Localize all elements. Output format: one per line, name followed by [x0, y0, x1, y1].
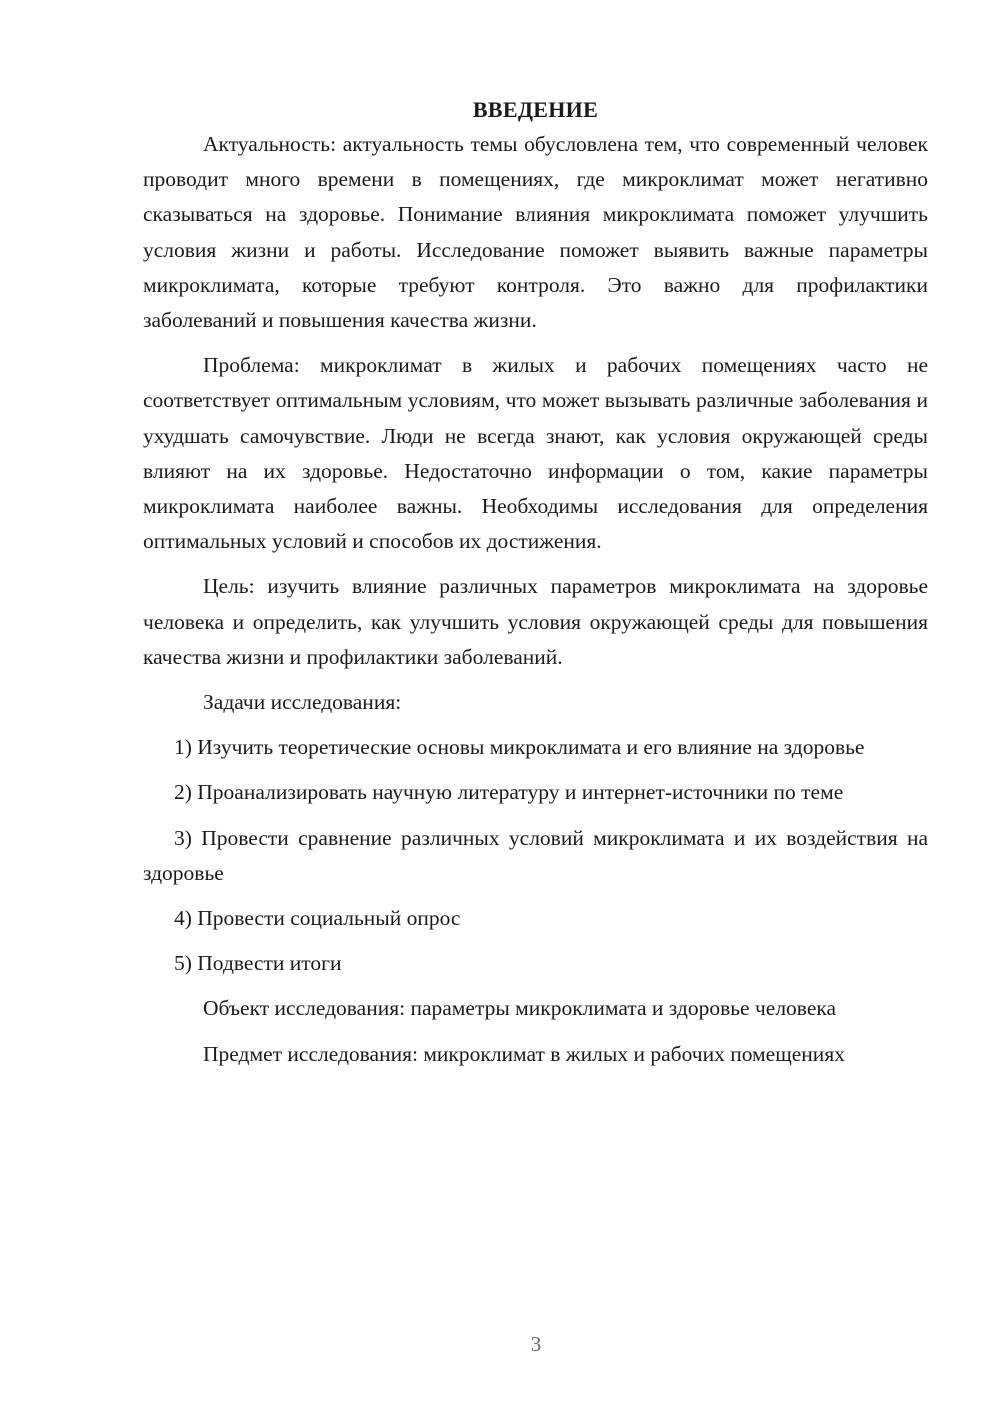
subject-paragraph: Предмет исследования: микроклимат в жилых и рабочих помещениях [203, 1041, 845, 1066]
task-item-3: 3) Провести сравнение различных условий микроклимата и их воздействия на здоровье [143, 825, 928, 885]
task-item-4: 4) Провести социальный опрос [174, 906, 461, 931]
task-item-1: 1) Изучить теоретические основы микроклимата и его влияние на здоровье [174, 735, 865, 760]
page-number: 3 [530, 1332, 542, 1356]
problem-paragraph: Проблема: микроклимат в жилых и рабочих помещениях часто не соответствует оптимальным условиям, что может вызывать различные заболевания и ухудшать самочувствие. Люди не всегда знают, как условия окружающей среды влияют на их здоровье. Недостаточно информации о том, какие параметры микроклимата наиболее важны. Необходимы исследования для определения оптимальных условий и способов их достижения. [143, 353, 928, 554]
task-item-5: 5) Подвести итоги [174, 951, 342, 976]
relevance-paragraph: Актуальность: актуальность темы обусловлена тем, что современный человек проводит много времени в помещениях, где микроклимат может негативно сказываться на здоровье. Понимание влияния микроклимата поможет улучшить условия жизни и работы. Исследование поможет выявить важные параметры микроклимата, которые требуют контроля. Это важно для профилактики заболеваний и повышения качества жизни. [143, 132, 928, 333]
document-page [143, 92, 928, 1072]
object-paragraph: Объект исследования: параметры микроклимата и здоровье человека [203, 996, 837, 1021]
page-title: ВВЕДЕНИЕ [472, 97, 599, 122]
tasks-heading: Задачи исследования: [203, 690, 402, 715]
goal-paragraph: Цель: изучить влияние различных параметров микроклимата на здоровье человека и определить, как улучшить условия окружающей среды для повышения качества жизни и профилактики заболеваний. [143, 574, 928, 669]
task-item-2: 2) Проанализировать научную литературу и интернет-источники по теме [174, 780, 844, 805]
